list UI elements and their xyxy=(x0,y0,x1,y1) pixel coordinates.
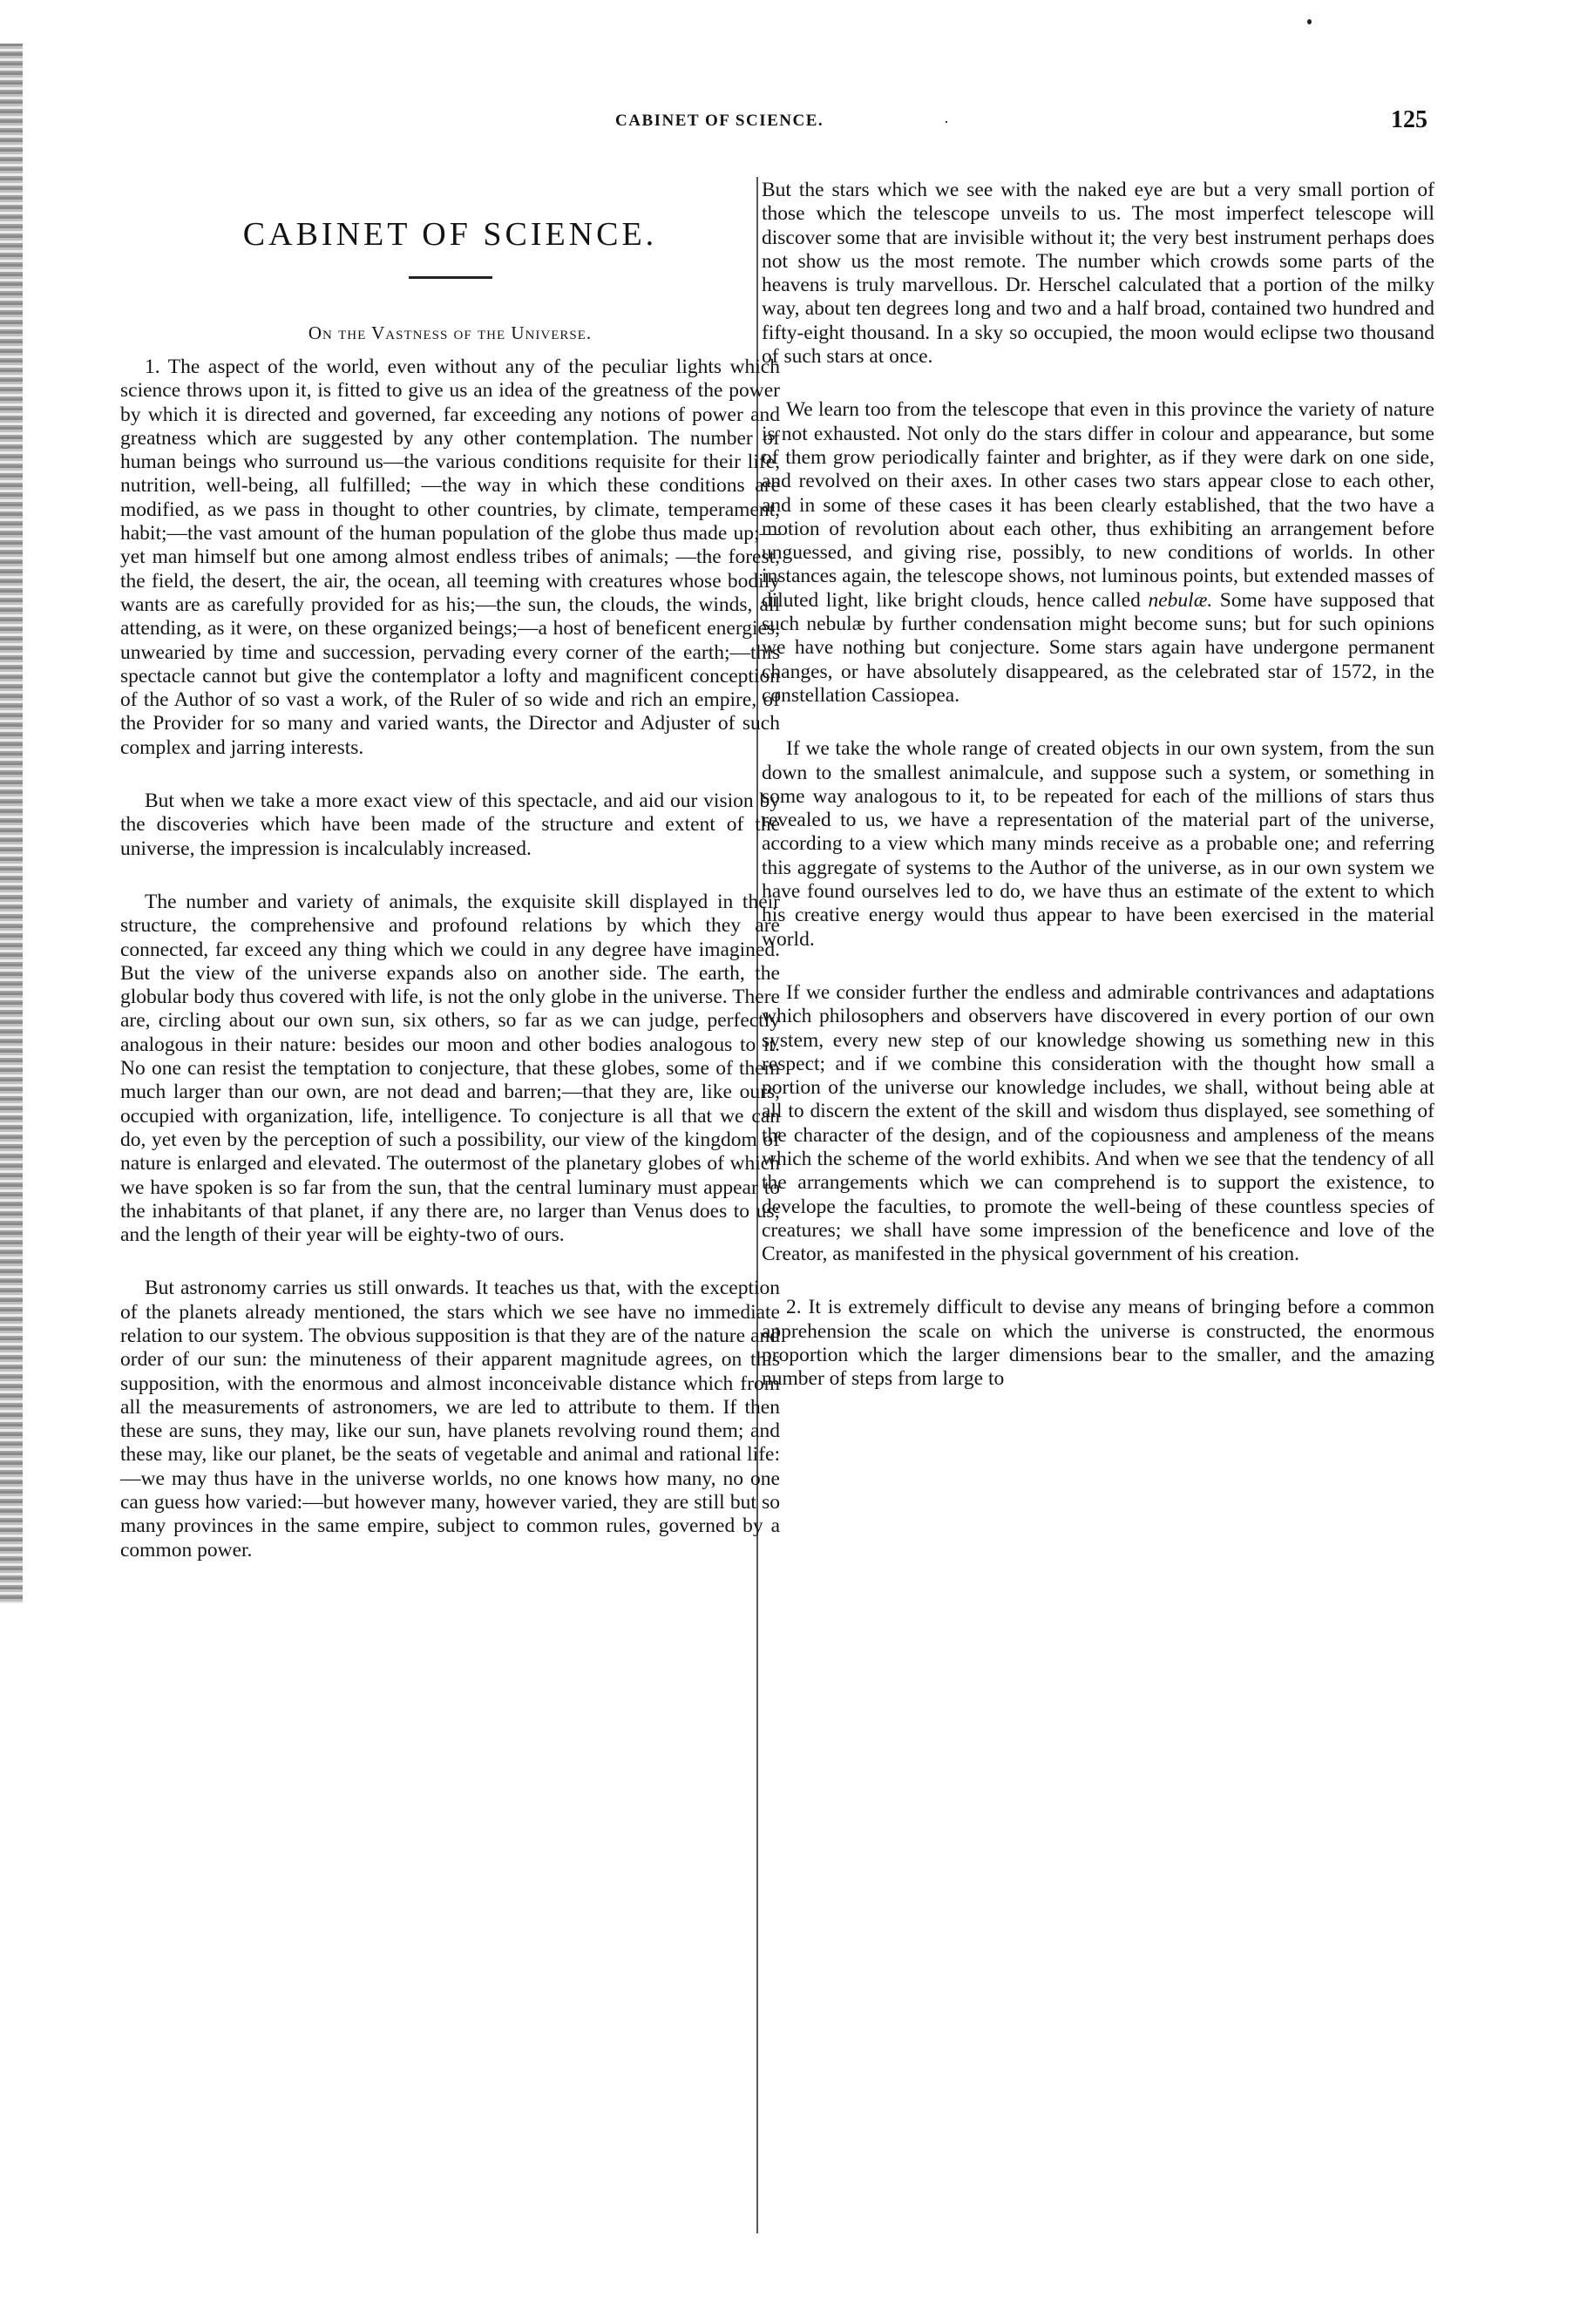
paragraph-8: If we consider further the endless and admirable contrivances and adaptations which philosophers and observers have discovered in every portion of our own system, every new step of our knowledge showing us something new in this respect; and if we combine this consideration with the thought how small a portion of the universe our knowledge includes, we shall, without being able at all to discern the extent of the skill and wisdom thus displayed, see something of the character of the design, and of the copiousness and ampleness of the means which the scheme of the world exhibits. And when we see that the tendency of all the arrangements which we can comprehend is to support the existence, to develope the faculties, to promote the well-being of these countless species of creatures; we shall have some impression of the beneficence and love of the Creator, as manifested in the physical government of his creation. xyxy=(762,980,1434,1266)
right-column xyxy=(762,179,1434,1392)
paragraph-9: 2. It is extremely difficult to devise any means of bringing before a common apprehension the scale on which the universe is constructed, the enormous proportion which the larger dimensions bear to the smaller, and the amazing number of steps from large to xyxy=(762,1296,1434,1391)
section-title: CABINET OF SCIENCE. xyxy=(242,216,658,253)
stray-mark: · xyxy=(944,113,949,131)
paragraph-7: If we take the whole range of created objects in our own system, from the sun down to the smallest animalcule, and suppose such a system, or something in some way analogous to it, to be repeated for each of the millions of stars thus revealed to us, we have a representation of the material part of the universe, according to a view which many minds receive as a probable one; and referring this aggregate of systems to the Author of the universe, as in our own system we have found ourselves led to do, we have thus an estimate of the extent to which his creative energy would thus appear to have been exercised in the material world. xyxy=(762,737,1434,951)
paragraph-4: But astronomy carries us still onwards. It teaches us that, with the exception of the planets already mentioned, the stars which we see have no immediate relation to our system. The obvious supposition is that they are of the nature and order of our sun: the minuteness of their apparent magnitude agrees, on this supposition, with the enormous and almost inconceivable distance which from all the measurements of astronomers, we are led to attribute to them. If then these are suns, they may, like our sun, have planets revolving round them; and these may, like our planet, be the seats of vegetable and animal and rational life:—we may thus have in the universe worlds, no one knows how many, no one can guess how varied:—but however many, however varied, they are still but so many provinces in the same empire, subject to common rules, governed by a common power. xyxy=(120,1277,780,1562)
nebulae-term: nebulæ. xyxy=(1148,588,1213,612)
page-number: 125 xyxy=(1391,106,1427,133)
paragraph-1: 1. The aspect of the world, even without any of the peculiar lights which science throws upon it, is fitted to give us an idea of the greatness of the power by which it is directed and governed, far exceeding any notions of power and greatness which are suggested by any other contemplation. The number of human beings who surround us—the various conditions requisite for their life, nutrition, well-being, all fulfilled; —the way in which these conditions are modified, as we pass in thought to other countries, by climate, temperament, habit;—the vast amount of the human population of the globe thus made up;—yet man himself but one among almost endless tribes of animals; —the forest, the field, the desert, the air, the ocean, all teeming with creatures whose bodily wants are as carefully provided for as his;—the sun, the clouds, the winds, all attending, as it were, on these organized beings;—a host of beneficent energies, unwearied by time and succession, pervading every corner of the earth;—this spectacle cannot but give the contemplator a lofty and magnificent conception of the Author of so vast a work, of the Ruler of so wide and rich an empire, of the Provider for so many and varied wants, the Director and Adjuster of such complex and jarring interests. xyxy=(120,356,780,759)
paragraph-2: But when we take a more exact view of this spectacle, and aid our vision by the discoveries which have been made of the structure and extent of the universe, the impression is incalculably increased. xyxy=(120,789,780,860)
paragraph-5: But the stars which we see with the naked eye are but a very small portion of those which the telescope unveils to us. The most imperfect telescope will discover some that are invisible without it; the very best instrument perhaps does not show us the most remote. The number which crowds some parts of the heavens is truly marvellous. Dr. Herschel calculated that a portion of the milky way, about ten degrees long and two and a half broad, contained two hundred and fifty-eight thousand. In a sky so occupied, the moon would eclipse two thousand of such stars at once. xyxy=(762,179,1434,369)
page-edge-binding xyxy=(0,44,23,1603)
paragraph-6-text: We learn too from the telescope that even in this province the variety of nature is not exhausted. Not only do the stars differ in colour and appearance, but some of them grow periodically fainter and brighter, as if they were dark on one side, and revolved on their axes. In other cases two stars appear close to each other, and in some of these cases it has been clearly established, that the two have a motion of revolution about each other, thus exhibiting an arrangement before unguessed, and giving rise, possibly, to new conditions of worlds. In other instances again, the telescope shows, not luminous points, but extended masses of diluted light, like bright clouds, hence called xyxy=(762,398,1434,612)
running-head-title: CABINET OF SCIENCE. xyxy=(615,112,824,130)
left-column xyxy=(120,179,780,1562)
running-head xyxy=(0,106,1573,146)
article-title: On the Vastness of the Universe. xyxy=(308,322,593,343)
ink-speck xyxy=(1307,19,1312,24)
title-rule xyxy=(409,276,492,279)
paragraph-6-continuation: Some have supposed that such nebulæ by further condensation might become suns; but for such opinions we have nothing but conjecture. Some stars again have undergone permanent changes, or have absolutely disappeared, as the celebrated star of 1572, in the constellation Cassiopea. xyxy=(762,588,1434,707)
paragraph-6 xyxy=(762,398,1434,708)
paragraph-3: The number and variety of animals, the exquisite skill displayed in their structure, the comprehensive and profound relations by which they are connected, far exceed any thing which we could in any degree have imagined. But the view of the universe expands also on another side. The earth, the globular body thus covered with life, is not the only globe in the universe. There are, circling about our own sun, six others, so far as we can judge, perfectly analogous in their nature: besides our moon and other bodies analogous to it. No one can resist the temptation to conjecture, that these globes, some of them much larger than our own, are not dead and barren;—that they are, like ours, occupied with organization, life, intelligence. To conjecture is all that we can do, yet even by the perception of such a possibility, our view of the kingdom of nature is enlarged and elevated. The outermost of the planetary globes of which we have spoken is so far from the sun, that the central luminary must appear to the inhabitants of that planet, if any there are, no larger than Venus does to us; and the length of their year will be eighty-two of ours. xyxy=(120,890,780,1247)
